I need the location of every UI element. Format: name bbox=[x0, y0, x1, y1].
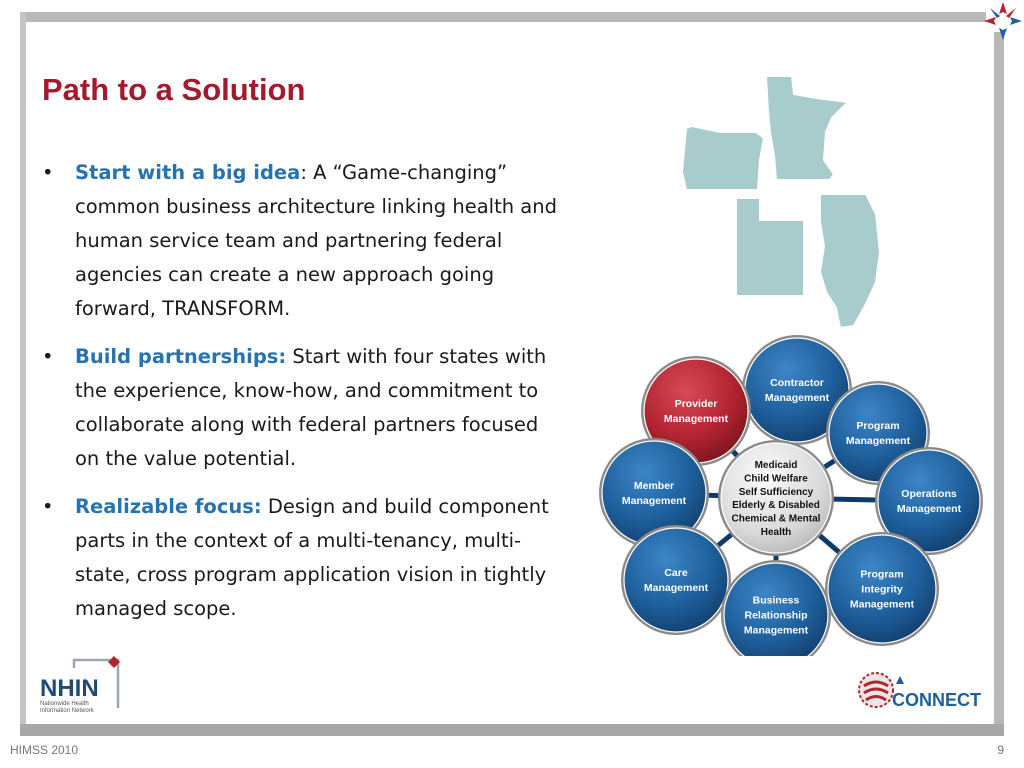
diagram-label-line: Management bbox=[621, 495, 687, 507]
diagram-label-line: Health bbox=[760, 527, 792, 538]
diagram-label-line: Relationship bbox=[744, 609, 808, 622]
bullet-item bbox=[42, 156, 562, 326]
slide-frame-bottom bbox=[20, 724, 1004, 736]
diagram-label-line: Management bbox=[663, 413, 729, 425]
nhin-name: NHIN bbox=[40, 675, 99, 702]
slide-title: Path to a Solution bbox=[42, 72, 306, 107]
diagram-label-line: Operations bbox=[901, 488, 957, 500]
diagram-center-node bbox=[718, 440, 834, 556]
minnesota-shape bbox=[766, 76, 848, 180]
slide-frame-right bbox=[994, 32, 1004, 732]
diagram-node bbox=[825, 532, 939, 646]
diagram-label-line: Management bbox=[849, 598, 915, 611]
bullet-item bbox=[42, 340, 562, 476]
diagram-label-line: Business bbox=[752, 594, 800, 607]
illinois-shape bbox=[820, 194, 880, 328]
connect-name: CONNECT bbox=[892, 690, 981, 710]
nhin-logo bbox=[38, 654, 138, 714]
page-number: 9 bbox=[997, 743, 1004, 757]
slide-frame-top bbox=[20, 12, 986, 22]
bullet-dot-icon: • bbox=[42, 495, 54, 518]
diagram-label-line: Elderly & Disabled bbox=[732, 500, 820, 512]
diagram-label-line: Integrity bbox=[861, 583, 903, 596]
oregon-shape bbox=[682, 126, 764, 190]
bullet-text: : A “Game-changing” common business architecture linking health and human service team and partnering federal agencies can create a new approach going forward, TRANSFORM. bbox=[75, 161, 557, 320]
bullet-dot-icon: • bbox=[42, 161, 54, 184]
diagram-label-line: Member bbox=[633, 480, 675, 492]
diagram-label-line: Management bbox=[743, 624, 809, 637]
state-outlines-map bbox=[680, 76, 885, 332]
bullet-lead: Build partnerships: bbox=[75, 345, 287, 368]
diagram-label-line: Contractor bbox=[770, 377, 824, 389]
diagram-label-line: Management bbox=[896, 503, 962, 515]
utah-shape bbox=[736, 198, 804, 296]
bullet-text: Design and build component parts in the context of a multi-tenancy, multi-state, cross program application vision in tightly managed scope. bbox=[75, 495, 549, 620]
solution-diagram bbox=[596, 334, 988, 656]
diagram-label-line: Child Welfare bbox=[744, 473, 808, 485]
diagram-label-line: Medicaid bbox=[754, 460, 798, 471]
diagram-label-line: Management bbox=[643, 582, 709, 594]
bullet-lead: Start with a big idea bbox=[75, 161, 301, 184]
slide-frame-left bbox=[20, 12, 26, 732]
corner-star-icon bbox=[982, 0, 1024, 42]
bullet-dot-icon: • bbox=[42, 345, 54, 368]
diagram-label-line: Management bbox=[764, 392, 830, 404]
bullet-text: Start with four states with the experience, know-how, and commitment to collaborate along with federal partners focused on the value potential. bbox=[75, 345, 547, 470]
diagram-label-line: Program bbox=[856, 420, 900, 432]
bullet-lead: Realizable focus: bbox=[75, 495, 262, 518]
connect-logo bbox=[856, 668, 996, 712]
diagram-label-line: Program bbox=[860, 568, 904, 581]
footer-conference: HIMSS 2010 bbox=[10, 743, 79, 757]
diagram-node bbox=[621, 525, 731, 635]
nhin-sub-1: Nationwide Health bbox=[40, 701, 89, 707]
diagram-node bbox=[721, 560, 831, 656]
nhin-sub-2: Information Network bbox=[40, 708, 94, 714]
diagram-label-line: Care bbox=[664, 567, 688, 579]
diagram-label-line: Management bbox=[845, 435, 911, 447]
diagram-nodes bbox=[599, 335, 983, 656]
diagram-label-line: Chemical & Mental bbox=[731, 513, 821, 525]
bullet-list bbox=[42, 156, 562, 640]
diagram-label-line: Provider bbox=[674, 398, 718, 410]
bullet-item bbox=[42, 490, 562, 626]
diagram-label-line: Self Sufficiency bbox=[738, 486, 814, 498]
